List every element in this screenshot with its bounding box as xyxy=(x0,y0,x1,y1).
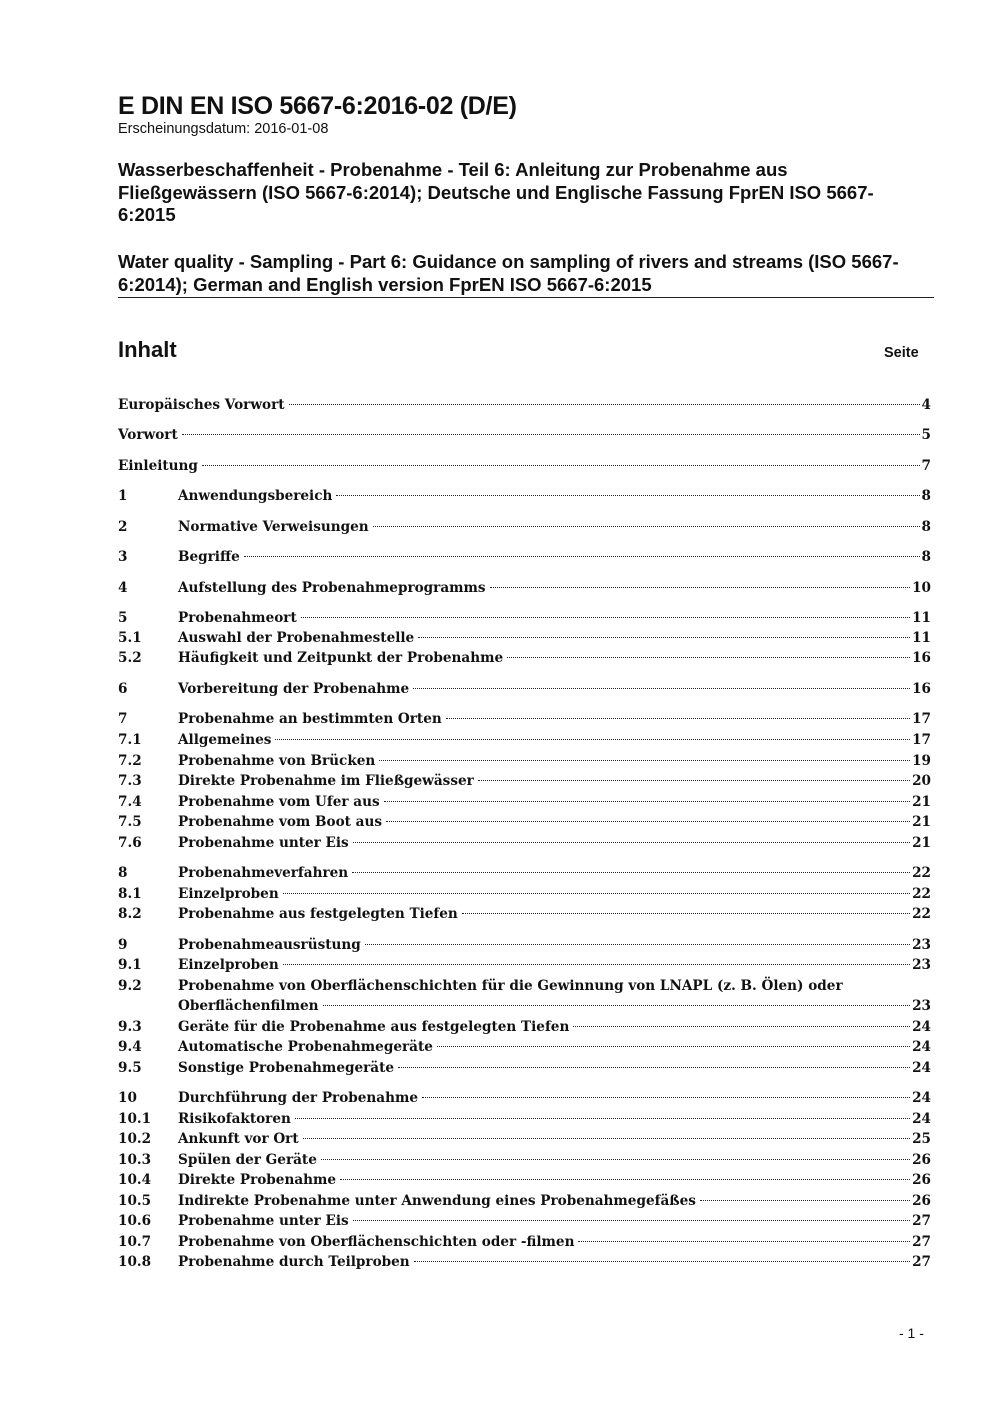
toc-entry-page: 23 xyxy=(912,937,931,953)
toc-entry-number: 7 xyxy=(118,711,128,727)
toc-entry[interactable] xyxy=(118,904,931,924)
toc-leader-dots xyxy=(507,657,910,658)
toc-leader-dots xyxy=(379,760,910,761)
toc-entry-number: 10.5 xyxy=(118,1193,152,1209)
toc-entry[interactable] xyxy=(118,1232,931,1252)
title-english: Water quality - Sampling - Part 6: Guidance on sampling of rivers and streams (ISO 5667-6:2014); German and English version FprEN ISO 5667-6:2015 xyxy=(118,251,899,295)
toc-entry[interactable] xyxy=(118,1088,931,1108)
toc-entry-page: 26 xyxy=(912,1152,931,1168)
toc-heading: Inhalt xyxy=(118,337,177,362)
toc-leader-dots xyxy=(573,1026,910,1027)
toc-entry-page: 8 xyxy=(921,488,931,504)
toc-entry-page: 24 xyxy=(912,1090,931,1106)
toc-entry-page: 22 xyxy=(912,906,931,922)
toc-entry-label: Probenahme unter Eis xyxy=(178,1213,349,1229)
toc-entry-label: Sonstige Probenahmegeräte xyxy=(178,1060,395,1076)
toc-entry[interactable] xyxy=(118,679,931,699)
toc-entry-number: 7.5 xyxy=(118,814,142,830)
toc-entry[interactable] xyxy=(118,1109,931,1129)
toc-entry[interactable] xyxy=(118,608,931,628)
toc-entry[interactable] xyxy=(118,395,931,415)
toc-entry[interactable] xyxy=(118,547,931,567)
toc-entry-number: 7.2 xyxy=(118,753,142,769)
toc-leader-dots xyxy=(437,1046,910,1047)
toc-leader-dots xyxy=(446,718,910,719)
toc-leader-dots xyxy=(244,556,920,557)
toc-entry-label: Direkte Probenahme xyxy=(178,1172,337,1188)
toc-entry-number: 1 xyxy=(118,488,128,504)
toc-entry-page: 21 xyxy=(912,814,931,830)
toc-entry-page: 22 xyxy=(912,886,931,902)
toc-entry-label: Probenahme von Oberflächenschichten für die Gewinnung von LNAPL (z. B. Ölen) oder xyxy=(178,978,843,994)
toc-entry-number: 4 xyxy=(118,580,128,596)
toc-entry-page: 21 xyxy=(912,835,931,851)
toc-entry-label: Einleitung xyxy=(118,458,198,474)
toc-entry[interactable] xyxy=(118,1252,931,1272)
toc-leader-dots xyxy=(303,1138,910,1139)
toc-entry-number: 9.5 xyxy=(118,1060,142,1076)
toc-entry-label: Automatische Probenahmegeräte xyxy=(178,1039,433,1055)
toc-entry-label: Probenahme durch Teilproben xyxy=(178,1254,410,1270)
toc-leader-dots xyxy=(578,1241,910,1242)
toc-leader-dots xyxy=(700,1200,910,1201)
toc-entry[interactable] xyxy=(118,1037,931,1057)
toc-entry-number: 10.3 xyxy=(118,1152,152,1168)
toc-entry-page: 25 xyxy=(912,1131,931,1147)
toc-leader-dots xyxy=(462,913,910,914)
toc-entry-number: 7.3 xyxy=(118,773,142,789)
toc-leader-dots xyxy=(301,617,910,618)
toc-entry[interactable] xyxy=(118,771,931,791)
toc-entry-page: 16 xyxy=(912,650,931,666)
title-divider xyxy=(118,297,934,298)
toc-leader-dots xyxy=(182,434,920,435)
toc-entry[interactable] xyxy=(118,648,931,668)
toc-entry-number: 5.2 xyxy=(118,650,142,666)
toc-entry-page: 5 xyxy=(921,427,931,443)
toc-leader-dots xyxy=(283,964,910,965)
toc-entry-page: 27 xyxy=(912,1254,931,1270)
toc-entry-label: Anwendungsbereich xyxy=(178,488,333,504)
toc-entry-page: 26 xyxy=(912,1193,931,1209)
toc-entry-number: 10.8 xyxy=(118,1254,152,1270)
toc-entry[interactable] xyxy=(118,751,931,771)
toc-entry-number: 5 xyxy=(118,610,128,626)
toc-entry-page: 17 xyxy=(912,711,931,727)
toc-entry-label: Probenahme vom Boot aus xyxy=(178,814,383,830)
toc-entry-number: 8 xyxy=(118,865,128,881)
toc-entry-page: 27 xyxy=(912,1234,931,1250)
toc-entry-label-continuation: Oberflächenfilmen xyxy=(178,998,319,1014)
toc-entry-page: 24 xyxy=(912,1019,931,1035)
toc-entry-label: Probenahme von Oberflächenschichten oder -filmen xyxy=(178,1234,575,1250)
toc-entry-page: 10 xyxy=(912,580,931,596)
toc-entry-label: Probenahme von Brücken xyxy=(178,753,376,769)
toc-leader-dots xyxy=(283,893,910,894)
toc-page-column-label: Seite xyxy=(884,345,919,361)
toc-entry-label: Probenahmeort xyxy=(178,610,297,626)
toc-entry-number: 9.2 xyxy=(118,978,142,994)
toc-entry-number: 9 xyxy=(118,937,128,953)
toc-entry-page: 23 xyxy=(912,957,931,973)
toc-entry-page: 17 xyxy=(912,732,931,748)
toc-entry[interactable] xyxy=(118,863,931,883)
toc-entry-label: Probenahmeverfahren xyxy=(178,865,349,881)
toc-entry-number: 9.3 xyxy=(118,1019,142,1035)
toc-entry-label: Begriffe xyxy=(178,549,240,565)
toc-entry-page: 24 xyxy=(912,1039,931,1055)
toc-entry-number: 8.2 xyxy=(118,906,142,922)
toc-entry[interactable] xyxy=(118,1211,931,1231)
toc-entry-label: Probenahme aus festgelegten Tiefen xyxy=(178,906,458,922)
toc-entry-number: 10.4 xyxy=(118,1172,152,1188)
toc-entry-page: 24 xyxy=(912,1111,931,1127)
toc-entry[interactable] xyxy=(118,1191,931,1211)
toc-entry-page: 4 xyxy=(921,397,931,413)
toc-entry[interactable] xyxy=(118,812,931,832)
toc-entry-page: 16 xyxy=(912,681,931,697)
toc-leader-dots xyxy=(398,1067,910,1068)
toc-entry-page: 21 xyxy=(912,794,931,810)
toc-leader-dots xyxy=(365,944,910,945)
toc-leader-dots xyxy=(321,1159,910,1160)
toc-entry-page: 11 xyxy=(912,630,931,646)
toc-entry[interactable] xyxy=(118,730,931,750)
toc-entry-label: Indirekte Probenahme unter Anwendung eines Probenahmegefäßes xyxy=(178,1193,696,1209)
toc-leader-dots xyxy=(289,404,920,405)
toc-entry[interactable] xyxy=(118,1150,931,1170)
toc-leader-dots xyxy=(353,842,910,843)
toc-leader-dots xyxy=(386,821,910,822)
toc-entry-label: Durchführung der Probenahme xyxy=(178,1090,419,1106)
toc-leader-dots xyxy=(478,780,910,781)
toc-entry-number: 10.2 xyxy=(118,1131,152,1147)
toc-entry-continuation[interactable] xyxy=(118,996,931,1016)
toc-entry[interactable] xyxy=(118,628,931,648)
document-designation: E DIN EN ISO 5667-6:2016-02 (D/E) xyxy=(118,92,517,120)
toc-entry[interactable] xyxy=(118,709,931,729)
toc-leader-dots xyxy=(353,1220,910,1221)
page-number: - 1 - xyxy=(899,1325,924,1341)
toc-entry-number: 5.1 xyxy=(118,630,142,646)
toc-entry-page: 23 xyxy=(912,998,931,1014)
toc-entry-number: 9.4 xyxy=(118,1039,142,1055)
toc-entry[interactable] xyxy=(118,517,931,537)
toc-leader-dots xyxy=(413,688,910,689)
toc-entry[interactable] xyxy=(118,486,931,506)
toc-leader-dots xyxy=(275,739,910,740)
toc-leader-dots xyxy=(384,801,910,802)
toc-entry-number: 10.1 xyxy=(118,1111,152,1127)
toc-entry-number: 2 xyxy=(118,519,128,535)
toc-leader-dots xyxy=(418,637,910,638)
toc-entry-label: Einzelproben xyxy=(178,886,279,902)
toc-entry[interactable] xyxy=(118,456,931,476)
toc-leader-dots xyxy=(414,1261,910,1262)
toc-leader-dots xyxy=(202,465,920,466)
toc-leader-dots xyxy=(323,1005,911,1006)
toc-entry-label: Probenahme vom Ufer aus xyxy=(178,794,380,810)
toc-entry[interactable] xyxy=(118,1017,931,1037)
toc-entry-number: 10 xyxy=(118,1090,137,1106)
toc-entry-label: Allgemeines xyxy=(178,732,272,748)
toc-entry-label: Häufigkeit und Zeitpunkt der Probenahme xyxy=(178,650,504,666)
toc-entry-label: Aufstellung des Probenahmeprogramms xyxy=(178,580,486,596)
toc-entry-label: Vorbereitung der Probenahme xyxy=(178,681,410,697)
title-german: Wasserbeschaffenheit - Probenahme - Teil 6: Anleitung zur Probenahme aus Fließgewässern (ISO 5667-6:2014); Deutsche und Englische Fassung FprEN ISO 5667-6:2015 xyxy=(118,159,874,225)
toc-entry-page: 24 xyxy=(912,1060,931,1076)
toc-entry-number: 7.4 xyxy=(118,794,142,810)
toc-leader-dots xyxy=(490,587,911,588)
toc-entry-label: Ankunft vor Ort xyxy=(178,1131,299,1147)
toc-entry-label: Normative Verweisungen xyxy=(178,519,369,535)
publication-date: Erscheinungsdatum: 2016-01-08 xyxy=(118,121,329,137)
toc-entry[interactable] xyxy=(118,955,931,975)
toc-entry[interactable] xyxy=(118,1058,931,1078)
toc-entry-number: 9.1 xyxy=(118,957,142,973)
toc-entry-page: 11 xyxy=(912,610,931,626)
toc-entry[interactable] xyxy=(118,935,931,955)
toc-entry-label: Spülen der Geräte xyxy=(178,1152,317,1168)
toc-entry-label: Europäisches Vorwort xyxy=(118,397,285,413)
toc-entry-label: Risikofaktoren xyxy=(178,1111,291,1127)
toc-entry-page: 20 xyxy=(912,773,931,789)
toc-entry[interactable] xyxy=(118,833,931,853)
toc-leader-dots xyxy=(422,1097,910,1098)
toc-entry-number: 3 xyxy=(118,549,128,565)
toc-entry-page: 19 xyxy=(912,753,931,769)
toc-leader-dots xyxy=(340,1179,910,1180)
toc-entry-number: 8.1 xyxy=(118,886,142,902)
toc-entry-page: 22 xyxy=(912,865,931,881)
toc-entry-page: 7 xyxy=(921,458,931,474)
toc-entry-page: 8 xyxy=(921,519,931,535)
toc-entry-number: 7.6 xyxy=(118,835,142,851)
toc-entry[interactable] xyxy=(118,425,931,445)
toc-leader-dots xyxy=(336,495,919,496)
toc-entry-number: 10.7 xyxy=(118,1234,152,1250)
toc-entry[interactable] xyxy=(118,884,931,904)
toc-entry-label: Direkte Probenahme im Fließgewässer xyxy=(178,773,474,789)
toc-entry[interactable] xyxy=(118,578,931,598)
toc-entry[interactable] xyxy=(118,976,931,996)
toc-leader-dots xyxy=(373,526,920,527)
toc-entry-label: Auswahl der Probenahmestelle xyxy=(178,630,415,646)
toc-entry[interactable] xyxy=(118,792,931,812)
toc-entry-label: Geräte für die Probenahme aus festgelegten Tiefen xyxy=(178,1019,570,1035)
toc-entry-label: Vorwort xyxy=(118,427,178,443)
toc-entry-label: Einzelproben xyxy=(178,957,279,973)
toc-entry-number: 10.6 xyxy=(118,1213,152,1229)
toc-entry-page: 8 xyxy=(921,549,931,565)
toc-leader-dots xyxy=(352,872,910,873)
toc-entry[interactable] xyxy=(118,1129,931,1149)
toc-entry[interactable] xyxy=(118,1170,931,1190)
toc-entry-label: Probenahme an bestimmten Orten xyxy=(178,711,442,727)
toc-entry-number: 6 xyxy=(118,681,128,697)
toc-entry-label: Probenahmeausrüstung xyxy=(178,937,361,953)
toc-entry-page: 27 xyxy=(912,1213,931,1229)
toc-entry-number: 7.1 xyxy=(118,732,142,748)
toc-entry-page: 26 xyxy=(912,1172,931,1188)
toc-entry-label: Probenahme unter Eis xyxy=(178,835,349,851)
toc-leader-dots xyxy=(295,1118,910,1119)
